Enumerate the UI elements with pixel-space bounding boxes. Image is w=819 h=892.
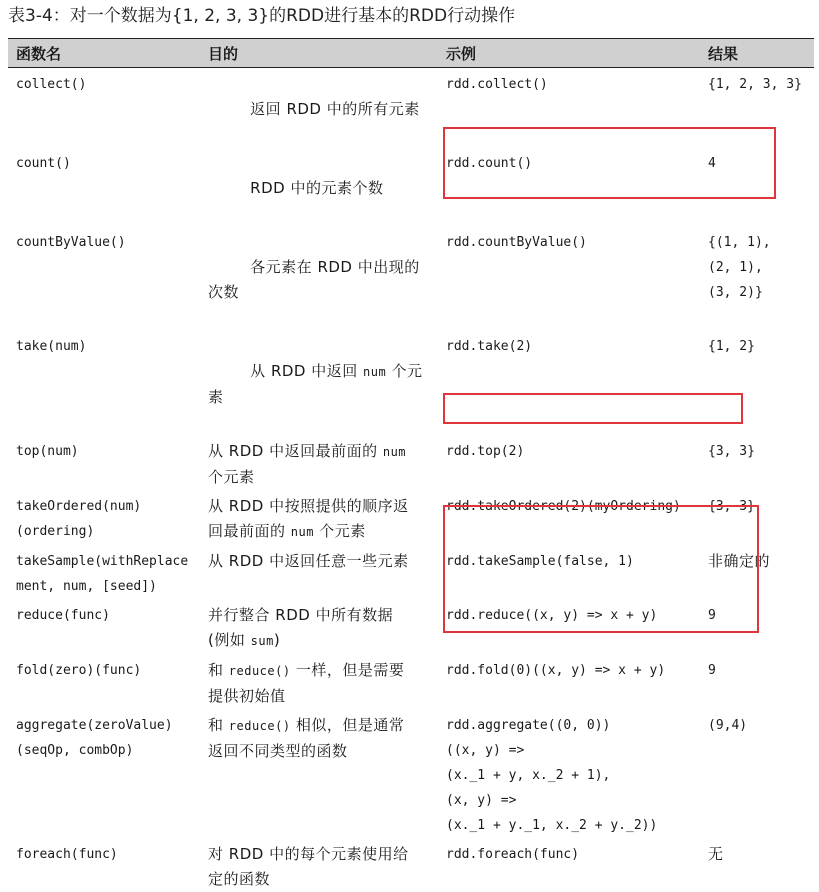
cell-example: rdd.takeSample(false, 1) — [446, 554, 634, 569]
header-result: 结果 — [700, 39, 814, 68]
cell-example: rdd.foreach(func) — [446, 847, 580, 862]
cell-result: 9 — [708, 608, 716, 623]
table-row — [8, 709, 814, 838]
cell-purpose: 从 RDD 中返回 num 个元素 — [208, 362, 423, 406]
cell-result: 4 — [708, 156, 716, 171]
table-row — [8, 490, 814, 545]
cell-purpose: 从 RDD 中按照提供的顺序返 回最前面的 num 个元素 — [208, 497, 409, 540]
cell-function: fold(zero)(func) — [16, 663, 142, 678]
cell-purpose: 和 reduce() 相似，但是通常 返回不同类型的函数 — [208, 716, 405, 760]
cell-purpose: 从 RDD 中返回最前面的 num 个元素 — [208, 442, 407, 486]
cell-purpose: 返回 RDD 中的所有元素 — [250, 100, 420, 118]
cell-result: 非确定的 — [708, 552, 771, 570]
cell-result: 9 — [708, 663, 716, 678]
cell-purpose: 对 RDD 中的每个元素使用给 定的函数 — [208, 845, 409, 888]
rdd-actions-table — [8, 38, 814, 892]
cell-example: rdd.count() — [446, 156, 533, 171]
cell-example: rdd.take(2) — [446, 339, 533, 354]
cell-example: rdd.aggregate((0, 0)) ((x, y) => (x._1 + y, x._2 + 1), (x, y) => (x._1 + y._1, x._2 + y._2)) — [446, 718, 658, 833]
table-row — [8, 838, 814, 892]
cell-function: reduce(func) — [16, 608, 110, 623]
cell-function: collect() — [16, 77, 87, 92]
header-function-name: 函数名 — [8, 39, 200, 68]
cell-example: rdd.countByValue() — [446, 235, 587, 250]
cell-function: countByValue() — [16, 235, 126, 250]
header-example: 示例 — [438, 39, 700, 68]
cell-function: top(num) — [16, 444, 79, 459]
cell-example: rdd.collect() — [446, 77, 548, 92]
cell-purpose: 从 RDD 中返回任意一些元素 — [208, 552, 409, 570]
cell-function: takeOrdered(num) (ordering) — [16, 499, 142, 539]
table-row — [8, 654, 814, 709]
table-row — [8, 147, 814, 226]
cell-result: {1, 2, 3, 3} — [708, 77, 802, 92]
cell-function: takeSample(withReplace ment, num, [seed]) — [16, 554, 189, 594]
cell-result: {3, 3} — [708, 444, 755, 459]
cell-result: (9,4) — [708, 718, 748, 733]
table-row — [8, 435, 814, 490]
header-purpose: 目的 — [200, 39, 438, 68]
cell-result: {1, 2} — [708, 339, 755, 354]
table-row — [8, 68, 814, 148]
table-row — [8, 330, 814, 435]
table-row — [8, 599, 814, 654]
cell-example: rdd.fold(0)((x, y) => x + y) — [446, 663, 666, 678]
cell-result: 无 — [708, 845, 724, 863]
cell-result: {(1, 1), (2, 1), (3, 2)} — [708, 235, 771, 300]
cell-function: aggregate(zeroValue) (seqOp, combOp) — [16, 718, 173, 758]
cell-purpose: RDD 中的元素个数 — [250, 179, 384, 197]
table-header-row — [8, 39, 814, 68]
cell-function: take(num) — [16, 339, 87, 354]
cell-example: rdd.top(2) — [446, 444, 525, 459]
cell-example: rdd.takeOrdered(2)(myOrdering) — [446, 499, 681, 514]
cell-function: count() — [16, 156, 71, 171]
cell-purpose: 和 reduce() 一样，但是需要 提供初始值 — [208, 661, 405, 705]
cell-function: foreach(func) — [16, 847, 118, 862]
table-caption: 表3-4：对一个数据为{1, 2, 3, 3}的RDD进行基本的RDD行动操作 — [8, 6, 516, 26]
table-row — [8, 226, 814, 330]
cell-purpose: 各元素在 RDD 中出现的次数 — [208, 258, 420, 301]
cell-result: {3, 3} — [708, 499, 755, 514]
cell-purpose: 并行整合 RDD 中所有数据 (例如 sum) — [208, 606, 394, 649]
table-row — [8, 545, 814, 599]
cell-example: rdd.reduce((x, y) => x + y) — [446, 608, 658, 623]
